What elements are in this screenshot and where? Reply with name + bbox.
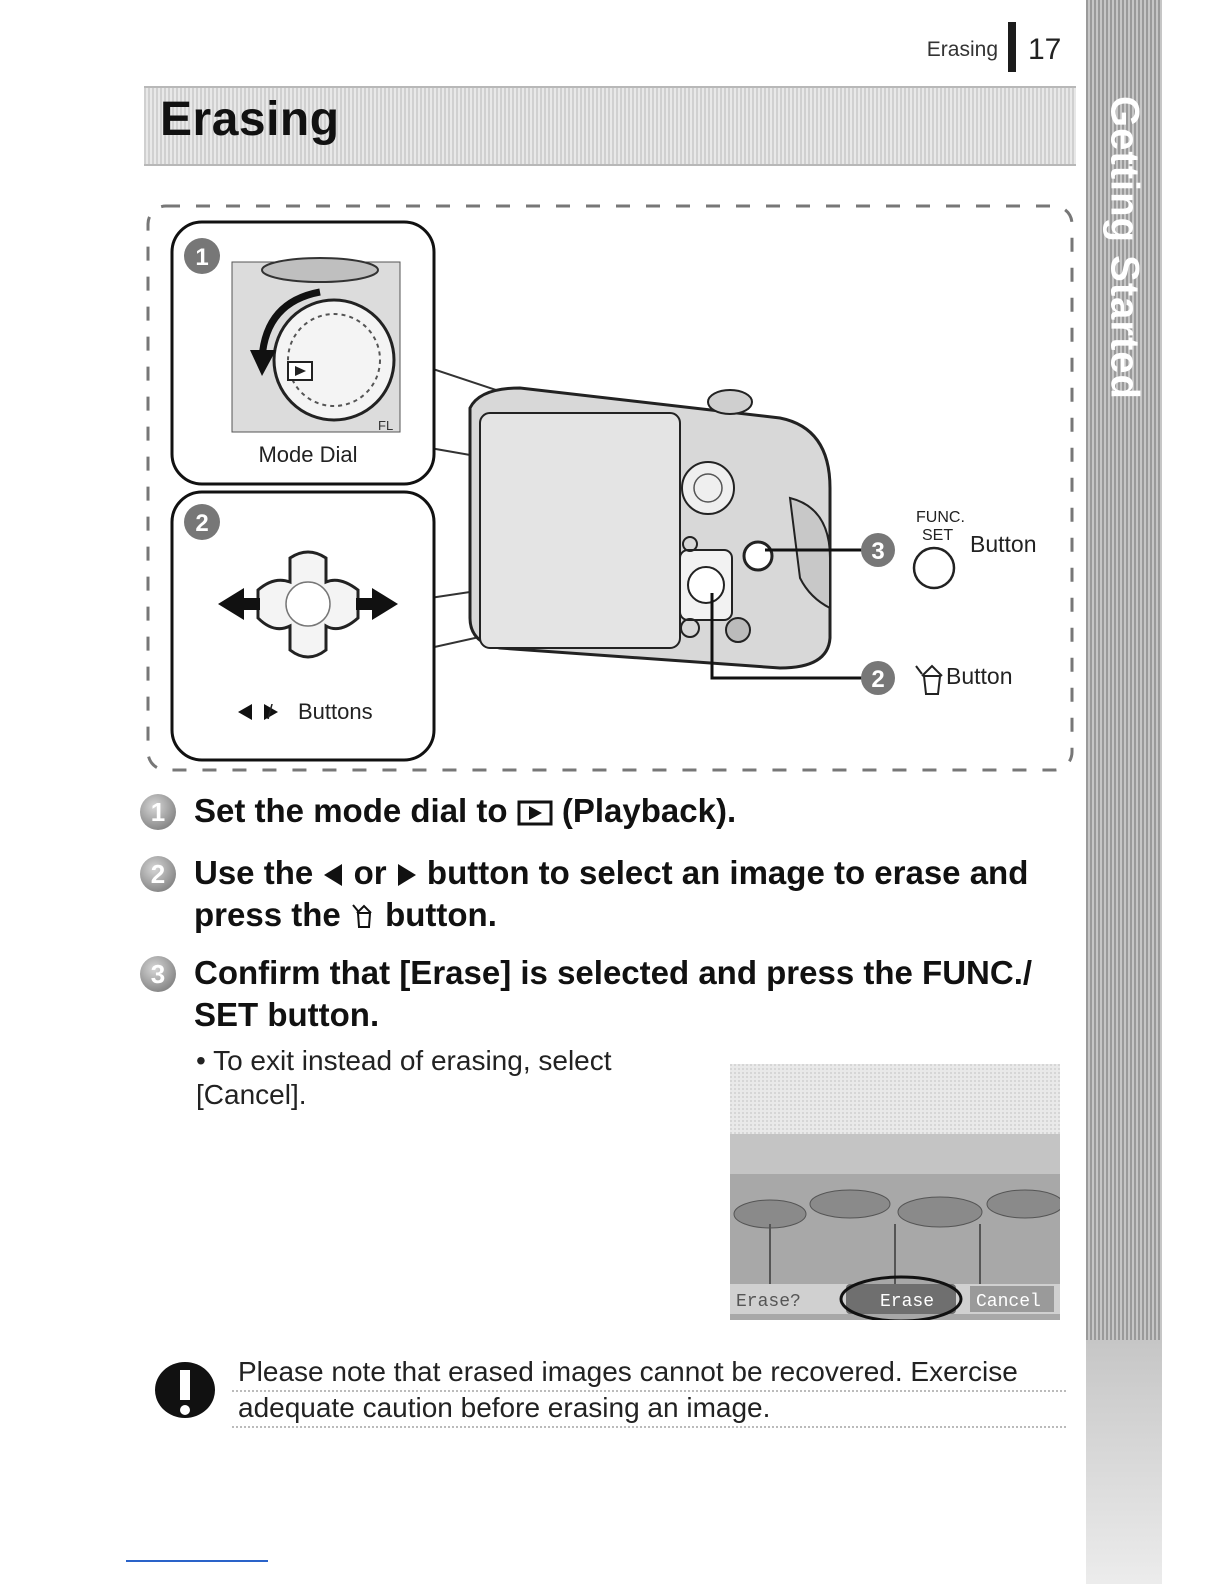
caution-underline-2 [232,1426,1068,1428]
shutter-button [708,390,752,414]
step-2-part1: Use the [194,854,314,891]
dpad-inset [172,492,434,760]
step-3-number: 3 [140,956,176,992]
func-button-icon [914,548,954,588]
func-label-bottom: SET [922,527,954,544]
step-3 [140,952,1070,1042]
playback-icon [517,800,553,826]
page-title: Erasing [160,93,340,146]
chapter-tab-label: Getting Started [1102,96,1147,400]
mode-dial-inset [172,222,434,484]
camera-illustration [140,198,1080,778]
header-divider [1008,22,1016,72]
running-header-section: Erasing [926,38,998,61]
erase-button-label: Button [946,663,1013,689]
lcd-cancel-option: Cancel [976,1292,1041,1312]
camera-body [470,388,830,668]
lcd-erase-option: Erase [880,1292,935,1312]
lcd-preview-image [730,1064,1060,1320]
step-2-part4: button. [385,896,497,933]
svg-text:FL: FL [378,418,394,433]
camera-mode-dial [682,462,734,514]
svg-text:/: / [267,702,273,724]
step-1 [140,790,1070,840]
func-set-button [744,542,772,570]
step-1-text-after: (Playback). [561,792,737,829]
bullet-note: • To exit instead of erasing, select [Cancel]. [196,1045,612,1110]
caution-text: Please note that erased images cannot be recovered. Exercise adequate caution before erasing an image. [238,1356,1018,1423]
caution-underline-1 [232,1390,1068,1392]
svg-text:3: 3 [871,538,885,565]
mode-dial-label: Mode Dial [258,442,358,467]
step-2-part3: button to select an image to erase and press the [194,854,1029,933]
lcd-sea [730,1134,1060,1174]
step-2-number: 2 [140,856,176,892]
chapter-tab-fade [1086,1340,1162,1584]
func-label-top: FUNC. [916,509,965,526]
svg-text:2: 2 [871,666,885,693]
lcd-prompt: Erase? [736,1292,801,1312]
caution-icon [150,1360,220,1424]
func-button-label: Button [970,531,1037,557]
step-2-part2: or [353,854,387,891]
left-arrow-icon [322,862,344,888]
step-1-text-before: Set the mode dial to [194,792,508,829]
erase-trash-icon [916,666,942,694]
step-3-text: Confirm that [Erase] is selected and press the FUNC./ SET button. [194,954,1033,1033]
erase-icon [350,902,376,930]
step-1-number: 1 [140,794,176,830]
page-number: 17 [1028,33,1062,66]
footer-link-line [126,1560,268,1562]
lcd-screen [480,413,680,648]
step-2 [140,852,1070,942]
buttons-label: Buttons [298,699,373,724]
inset-marker-1: 1 [195,244,209,271]
inset-marker-2: 2 [195,510,209,537]
right-arrow-icon [396,862,418,888]
